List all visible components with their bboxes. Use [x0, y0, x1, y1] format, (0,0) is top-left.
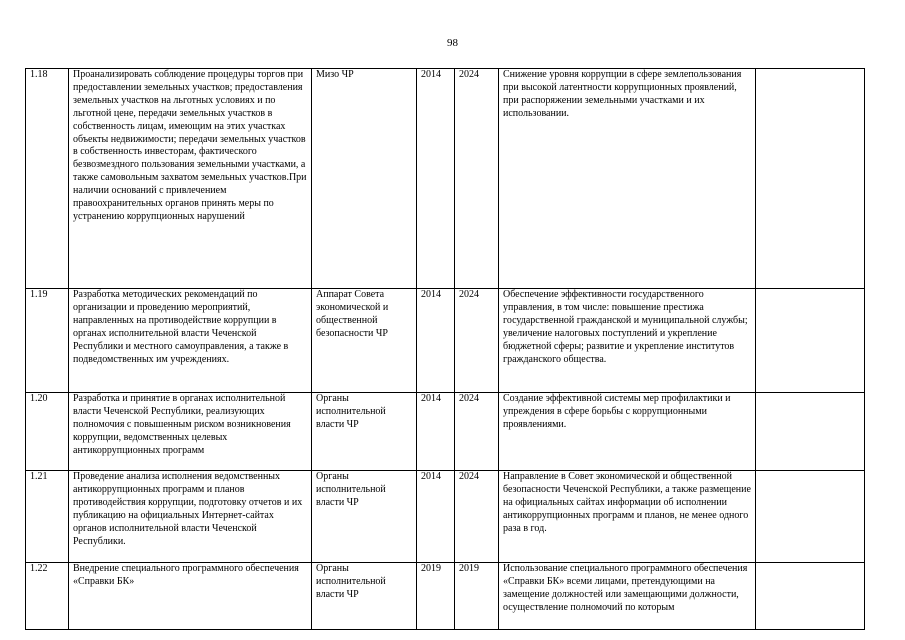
note-cell: [756, 393, 865, 471]
start-year: 2014: [417, 471, 455, 563]
start-year: 2014: [417, 393, 455, 471]
end-year: 2024: [455, 471, 499, 563]
table-row: [26, 69, 865, 289]
action-description: Внедрение специального программного обеспечения «Справки БК»: [69, 563, 312, 630]
expected-result: Обеспечение эффективности государственного управления, в том числе: повышение престижа государственной гражданской и муниципальной службы; увеличение налоговых поступлений и укрепление бюджетной сферы; развитие и укрепление институтов гражданского общества.: [499, 289, 756, 393]
note-cell: [756, 289, 865, 393]
table-row: [26, 289, 865, 393]
end-year: 2024: [455, 289, 499, 393]
executor: Мизо ЧР: [312, 69, 417, 289]
table-row: [26, 563, 865, 630]
action-description: Разработка методических рекомендаций по организации и проведению мероприятий, направленных на противодействие коррупции в органах исполнительной власти Чеченской Республики и местного самоуправления, а также в подведомственных им учреждениях.: [69, 289, 312, 393]
note-cell: [756, 69, 865, 289]
end-year: 2024: [455, 69, 499, 289]
executor: Аппарат Совета экономической и общественной безопасности ЧР: [312, 289, 417, 393]
page-number: 98: [447, 37, 458, 49]
end-year: 2024: [455, 393, 499, 471]
item-number: 1.20: [26, 393, 69, 471]
item-number: 1.19: [26, 289, 69, 393]
expected-result: Снижение уровня коррупции в сфере землепользования при высокой латентности коррупционных проявлений, при распоряжении земельными участками и их использовании.: [499, 69, 756, 289]
item-number: 1.18: [26, 69, 69, 289]
note-cell: [756, 563, 865, 630]
executor: Органы исполнительной власти ЧР: [312, 563, 417, 630]
item-number: 1.22: [26, 563, 69, 630]
executor: Органы исполнительной власти ЧР: [312, 393, 417, 471]
start-year: 2014: [417, 69, 455, 289]
action-description: Разработка и принятие в органах исполнительной власти Чеченской Республики, реализующих полномочия с повышенным риском возникновения коррупции, ведомственных целевых антикоррупционных программ: [69, 393, 312, 471]
expected-result: Создание эффективной системы мер профилактики и упреждения в сфере борьбы с коррупционными проявлениями.: [499, 393, 756, 471]
item-number: 1.21: [26, 471, 69, 563]
start-year: 2014: [417, 289, 455, 393]
action-description: Проанализировать соблюдение процедуры торгов при предоставлении земельных участков; предоставления земельных участков на льготных условиях и по льготной цене, передачи земельных участков в собственность лицам, имеющим на этих участках объекты недвижимости; передачи земельных участков в собственность инвесторам, фактического безвозмездного пользования земельными участками, а также самовольным захватом земельных участков.При наличии оснований с привлечением правоохранительных органов принять меры по устранению коррупционных нарушений: [69, 69, 312, 289]
start-year: 2019: [417, 563, 455, 630]
table-row: [26, 393, 865, 471]
expected-result: Использование специального программного обеспечения «Справки БК» всеми лицами, претендующими на замещение должностей или замещающими должности, осуществление полномочий по которым: [499, 563, 756, 630]
executor: Органы исполнительной власти ЧР: [312, 471, 417, 563]
note-cell: [756, 471, 865, 563]
table-row: [26, 471, 865, 563]
expected-result: Направление в Совет экономической и общественной безопасности Чеченской Республики, а также размещение на официальных сайтах информации об исполнении антикоррупционных программ и планов, не менее одного раза в год.: [499, 471, 756, 563]
action-description: Проведение анализа исполнения ведомственных антикоррупционных программ и планов противодействия коррупции, подготовку отчетов и их публикацию на официальных Интернет-сайтах органов исполнительной власти Чеченской Республики.: [69, 471, 312, 563]
action-plan-table: [25, 68, 865, 630]
end-year: 2019: [455, 563, 499, 630]
